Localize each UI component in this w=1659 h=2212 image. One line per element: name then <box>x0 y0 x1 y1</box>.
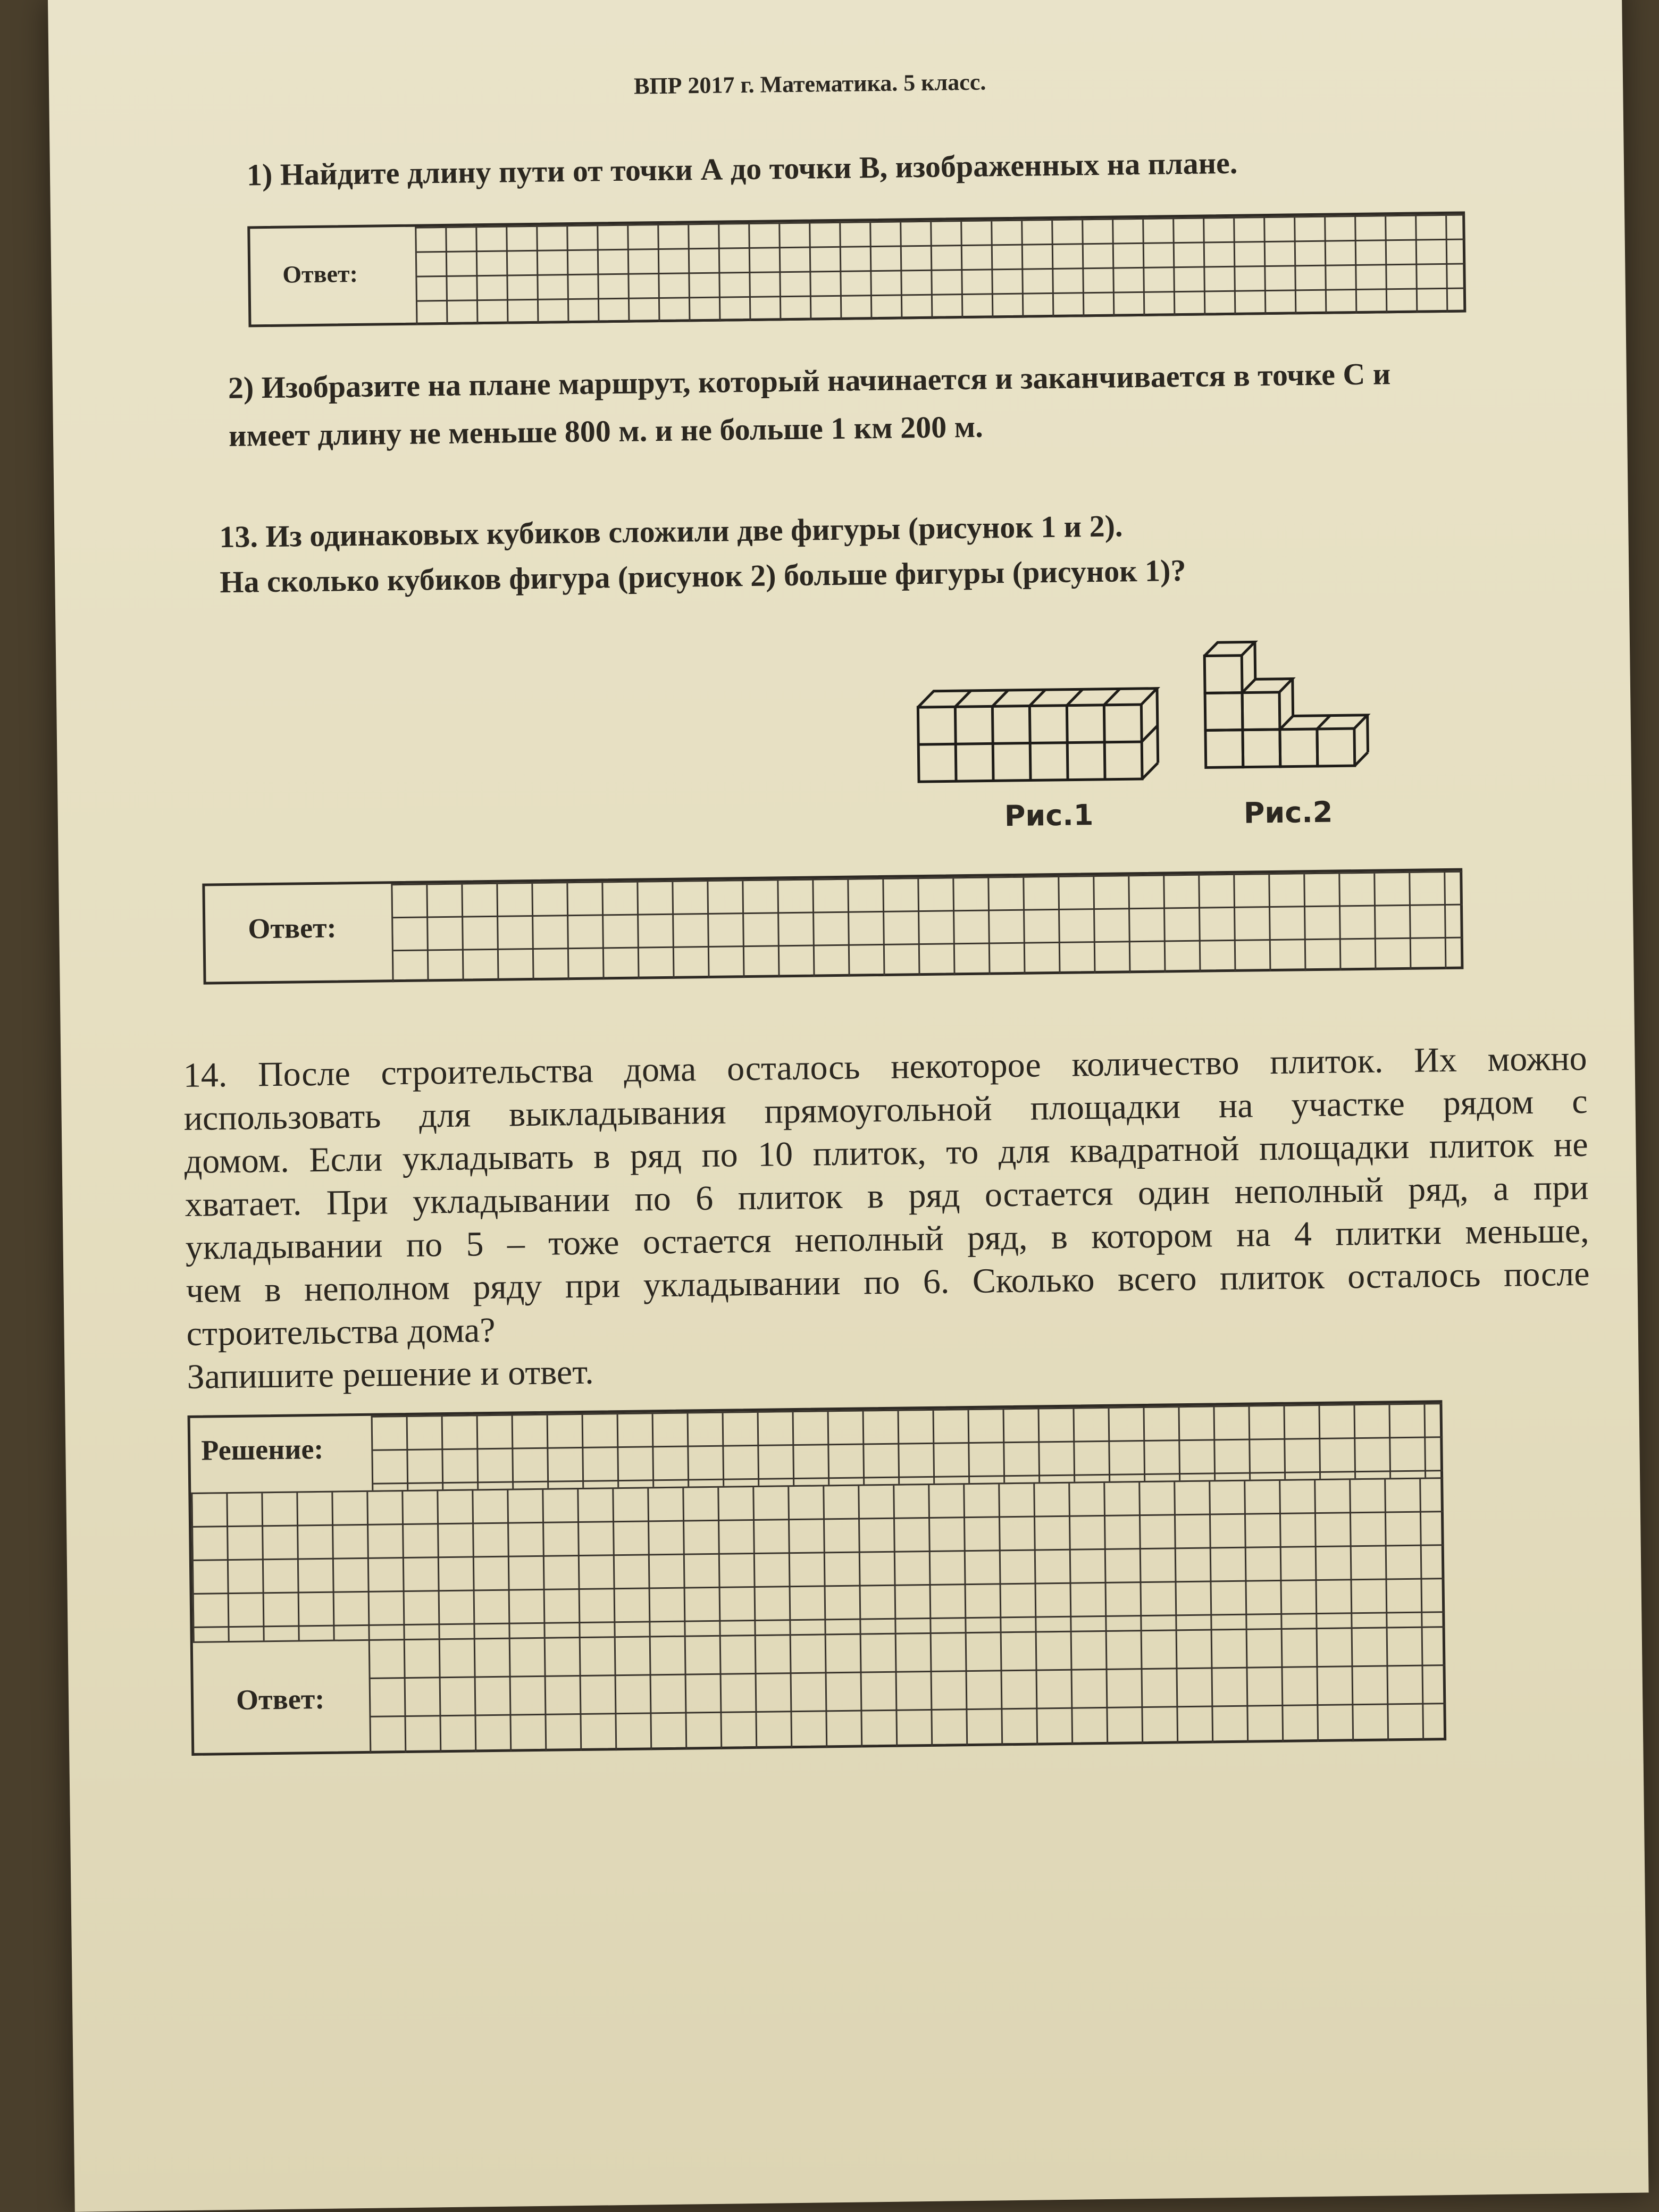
question-14-line-3: домом. Если укладывать в ряд по 10 плиток, то для квадратной площадки плиток не <box>184 1125 1588 1182</box>
answer-label: Ответ: <box>282 259 358 288</box>
question-14-line-5: укладывании по 5 – тоже остается неполный ряд, в котором на 4 плитки меньше, <box>185 1211 1589 1268</box>
question-14-line-1: 14. После строительства дома осталось некоторое количество плиток. Их можно <box>183 1038 1587 1095</box>
question-14-text <box>183 1037 1591 1398</box>
figure-2-cubes <box>1199 632 1398 789</box>
figure-1-caption: Рис.1 <box>1004 798 1094 833</box>
worksheet-page <box>48 0 1649 2212</box>
answer-label: Ответ: <box>236 1682 325 1716</box>
figure-2-caption: Рис.2 <box>1243 795 1333 830</box>
question-14-line-4: хватает. При укладывании по 6 плиток в ряд остается один неполный ряд, а при <box>185 1168 1589 1225</box>
answer-box-13 <box>202 868 1463 985</box>
answer-grid-13[interactable] <box>391 871 1463 983</box>
figure-1-cubes <box>912 677 1169 787</box>
answer-box-1 <box>247 211 1466 327</box>
question-13-line-1: 13. Из одинаковых кубиков сложили две фигуры (рисунок 1 и 2). <box>219 508 1123 555</box>
question-14-line-7: строительства дома? <box>186 1310 496 1353</box>
question-2-line-2: имеет длину не меньше 800 м. и не больше 1 км 200 м. <box>228 409 984 453</box>
answer-label: Ответ: <box>247 911 337 945</box>
question-14-line-6: чем в неполном ряду при укладывании по 6. Сколько всего плиток осталось после <box>186 1254 1590 1311</box>
solution-grid[interactable] <box>191 1477 1445 1641</box>
solution-box <box>188 1400 1447 1756</box>
answer-grid-1[interactable] <box>415 214 1466 325</box>
solution-grid-top[interactable] <box>371 1403 1444 1490</box>
question-14-line-8: Запишите решение и ответ. <box>187 1352 594 1396</box>
question-1-text: 1) Найдите длину пути от точки А до точки В, изображенных на плане. <box>246 145 1238 192</box>
question-14-line-2: использовать для выкладывания прямоугольной площадки на участке рядом с <box>183 1082 1588 1138</box>
question-2-line-1: 2) Изобразите на плане маршрут, который начинается и заканчивается в точке С и <box>228 356 1391 405</box>
question-13-line-2: На сколько кубиков фигура (рисунок 2) больше фигуры (рисунок 1)? <box>220 552 1186 600</box>
page-header: ВПР 2017 г. Математика. 5 класс. <box>633 69 986 99</box>
solution-label: Решение: <box>200 1432 324 1467</box>
answer-grid-14[interactable] <box>368 1626 1446 1754</box>
